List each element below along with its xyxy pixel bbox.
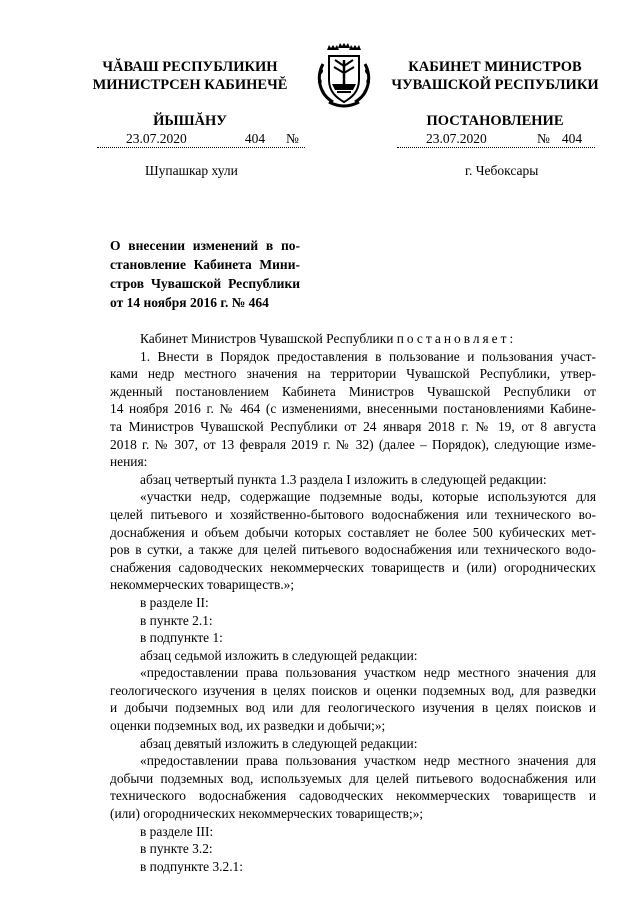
left-date: 23.07.2020 xyxy=(126,131,187,146)
body-line: абзац девятый изложить в следующей редакции: xyxy=(140,735,418,751)
title-line: становление Кабинета Мини- xyxy=(110,257,300,272)
left-number-sign: № xyxy=(286,131,299,146)
header-right-doc-type: ПОСТАНОВЛЕНИЕ xyxy=(426,113,564,129)
left-city: Шупашкар хули xyxy=(145,163,238,178)
body-line: та Министров Чувашской Республики от 24 января 2018 г. № 19, от 8 августа xyxy=(110,418,596,434)
body-line: целей питьевого и хозяйственно-бытового водоснабжения или технического во- xyxy=(110,506,596,522)
body-line: (или) огороднических некоммерческих товариществ;»; xyxy=(110,806,424,822)
body-line: в подпункте 1: xyxy=(140,630,223,646)
body-line: 1. Внести в Порядок предоставления в пользование и пользования участ- xyxy=(140,348,596,364)
header-left-doc-type: ЙЫШĂНУ xyxy=(153,113,227,129)
header-right-line1: КАБИНЕТ МИНИСТРОВ xyxy=(408,59,582,75)
header-left xyxy=(80,58,300,130)
body-line: оценки подземных вод, их разведки и добычи;»; xyxy=(110,718,386,734)
body-line: ками недр местного значения на территории Чувашской Республики, утвер- xyxy=(110,366,596,382)
body-line: в разделе III: xyxy=(140,823,214,839)
decree-pre: Кабинет Министров Чувашской Республики xyxy=(140,331,394,346)
body-line: технического водоснабжения садоводческих некоммерческих товариществ и xyxy=(110,788,596,804)
right-number: 404 xyxy=(561,131,583,146)
body-line: доснабжения и объем добычи которых составляет не более 500 кубических мет- xyxy=(110,524,596,540)
body-line: и добычи подземных вод или для геологического изучения в целях поисков и xyxy=(110,700,596,716)
body-line: абзац четвертый пункта 1.3 раздела I изложить в следующей редакции: xyxy=(140,471,547,487)
body-line: в пункте 3.2: xyxy=(140,841,213,857)
body-line: 14 ноября 2016 г. № 464 (с изменениями, внесенными постановлениями Кабине- xyxy=(110,401,596,417)
header-left-line2: МИНИСТРСЕН КАБИНЕЧĔ xyxy=(92,77,288,93)
body-line: в пункте 2.1: xyxy=(140,612,213,628)
right-number-sign: № xyxy=(537,131,550,146)
body-line: снабжения садоводческих некоммерческих товариществ и (или) огороднических xyxy=(110,559,596,575)
title-line: О внесении изменений в по- xyxy=(110,238,300,253)
body-line: «участки недр, содержащие подземные воды, которые используются для xyxy=(140,489,596,505)
body-line: некоммерческих товариществ.»; xyxy=(110,577,295,593)
left-date-line xyxy=(97,147,305,148)
header-right xyxy=(385,58,605,130)
decree-word: постановляет: xyxy=(396,331,517,346)
title-line: стров Чувашской Республики xyxy=(110,276,300,291)
document-title xyxy=(110,236,300,312)
right-date: 23.07.2020 xyxy=(426,131,487,146)
body-line: «предоставлении права пользования участком недр местного значения для xyxy=(140,753,596,769)
body-line: нения: xyxy=(110,454,148,470)
title-line: от 14 ноября 2016 г. № 464 xyxy=(110,295,269,310)
right-city: г. Чебоксары xyxy=(465,163,539,178)
coat-of-arms-icon xyxy=(313,42,375,110)
header-right-line2: ЧУВАШСКОЙ РЕСПУБЛИКИ xyxy=(391,77,599,93)
decree-line xyxy=(110,330,596,348)
body-line: добычи подземных вод, используемых для целей питьевого водоснабжения или xyxy=(110,770,596,786)
body-line: в подпункте 3.2.1: xyxy=(140,858,243,874)
document-body xyxy=(110,330,596,875)
body-line: в разделе II: xyxy=(140,594,209,610)
body-line: «предоставлении права пользования участком недр местного значения для xyxy=(140,665,596,681)
body-lines xyxy=(110,348,596,876)
body-line: 2018 г. № 307, от 13 февраля 2019 г. № 32) (далее – Порядок), следующие изме- xyxy=(110,436,596,452)
body-line: геологического изучения в целях поисков и оценки подземных вод, для разведки xyxy=(110,682,596,698)
header-left-line1: ЧĂВАШ РЕСПУБЛИКИН xyxy=(102,59,278,75)
body-line: абзац седьмой изложить в следующей редакции: xyxy=(140,647,418,663)
left-number: 404 xyxy=(244,131,266,146)
body-line: жденный постановлением Кабинета Министров Чувашской Республики от xyxy=(110,383,596,399)
body-line: ров в сутки, а также для целей питьевого водоснабжения или технического водо- xyxy=(110,542,596,558)
right-date-line xyxy=(397,147,595,148)
